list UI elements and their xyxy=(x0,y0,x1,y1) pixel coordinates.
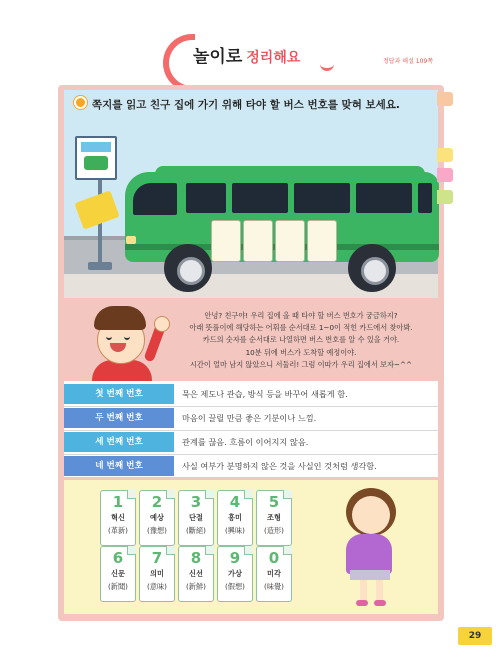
card-word: 신선 xyxy=(189,569,203,578)
bus-window xyxy=(418,183,432,213)
message-line: 시간이 얼마 남지 않았으니 서둘러! 그럼 이따가 우리 집에서 보자~^^ xyxy=(189,359,413,369)
boy-eye xyxy=(124,333,130,340)
bus-stop-sign-band xyxy=(81,142,111,152)
header-bracket-decoration xyxy=(163,34,195,92)
side-tab xyxy=(437,168,453,182)
message-line: 10분 뒤에 버스가 도착할 예정이야. xyxy=(245,347,357,357)
section-title-sub: 정리해요 xyxy=(246,50,301,66)
card-hanja: (味覺) xyxy=(264,582,284,591)
bus-stop-base xyxy=(88,262,112,270)
girl-skirt xyxy=(350,570,390,580)
girl-body xyxy=(346,534,392,574)
boy-eye xyxy=(106,333,112,340)
instruction xyxy=(74,96,400,112)
row-definition-3: 관계를 끊음. 흐름이 이어지지 않음. xyxy=(182,437,309,447)
definition-row-2 xyxy=(64,408,438,428)
bus-number-answer-box-1[interactable] xyxy=(211,220,241,262)
word-card-0[interactable] xyxy=(256,546,292,602)
word-card-2[interactable] xyxy=(139,490,175,546)
bus-number-answer-box-4[interactable] xyxy=(307,220,337,262)
card-number: 5 xyxy=(268,493,280,511)
page-number: 29 xyxy=(458,627,492,645)
bullet-icon xyxy=(74,96,87,109)
bus-wheel-icon xyxy=(164,244,212,292)
card-hanja: (新聞) xyxy=(108,582,128,591)
card-hanja: (斷絕) xyxy=(186,526,206,535)
row-label-3: 세 번째 번호 xyxy=(64,432,174,452)
wheel-hub xyxy=(177,257,205,285)
message-line: 아래 뜻풀이에 해당하는 어휘를 순서대로 1~0이 적힌 카드에서 찾아봐. xyxy=(189,323,413,333)
definition-row-1 xyxy=(64,384,438,404)
wheel-hub xyxy=(361,257,389,285)
card-number: 4 xyxy=(229,493,241,511)
section-title xyxy=(193,42,300,67)
boy-hand xyxy=(154,316,170,332)
instruction-text: 쪽지를 읽고 친구 집에 가기 위해 타야 할 버스 번호를 맞혀 보세요. xyxy=(92,99,400,111)
card-word: 단절 xyxy=(189,513,203,522)
word-card-6[interactable] xyxy=(100,546,136,602)
bus-window xyxy=(232,183,288,213)
row-divider xyxy=(64,430,438,431)
card-number: 0 xyxy=(268,549,280,567)
bus-number-answer-box-3[interactable] xyxy=(275,220,305,262)
row-divider xyxy=(64,406,438,407)
bus-headlight xyxy=(126,236,136,244)
card-number: 7 xyxy=(151,549,163,567)
bus-window xyxy=(294,183,350,213)
side-tab xyxy=(437,190,453,204)
answer-reference: 정답과 해설 109쪽 xyxy=(383,58,434,65)
girl-leg xyxy=(376,580,383,602)
word-card-1[interactable] xyxy=(100,490,136,546)
section-title-main: 놀이로 xyxy=(193,47,243,67)
message-line: 안녕? 친구야! 우리 집에 올 때 타야 할 버스 번호가 궁금하지? xyxy=(204,311,398,320)
row-label-2: 두 번째 번호 xyxy=(64,408,174,428)
definition-row-3 xyxy=(64,432,438,452)
card-word: 조형 xyxy=(267,513,281,522)
card-hanja: (意味) xyxy=(147,582,167,591)
card-number: 2 xyxy=(151,493,163,511)
card-hanja: (新鮮) xyxy=(186,582,206,591)
bus-number-answer-box-2[interactable] xyxy=(243,220,273,262)
card-number: 9 xyxy=(229,549,241,567)
side-tab xyxy=(437,148,453,162)
word-card-3[interactable] xyxy=(178,490,214,546)
bus-window xyxy=(356,183,412,213)
small-bus-icon xyxy=(84,156,108,170)
word-card-8[interactable] xyxy=(178,546,214,602)
card-hanja: (造形) xyxy=(264,526,284,535)
word-card-7[interactable] xyxy=(139,546,175,602)
row-label-4: 네 번째 번호 xyxy=(64,456,174,476)
side-tab xyxy=(437,92,453,106)
card-hanja: (豫想) xyxy=(147,526,167,535)
title-underline-decoration xyxy=(320,56,334,71)
word-card-4[interactable] xyxy=(217,490,253,546)
card-word: 혁신 xyxy=(111,513,125,522)
bus-window xyxy=(186,183,226,213)
girl-leg xyxy=(360,580,367,602)
boy-hair xyxy=(94,306,146,330)
card-hanja: (假想) xyxy=(225,582,245,591)
message-line: 카드의 숫자를 순서대로 나열하면 버스 번호를 알 수 있을 거야. xyxy=(202,335,400,345)
row-divider xyxy=(64,454,438,455)
bus-wheel-icon xyxy=(348,244,396,292)
card-hanja: (興味) xyxy=(225,526,245,535)
card-number: 8 xyxy=(190,549,202,567)
card-word: 가상 xyxy=(228,569,242,578)
row-definition-1: 묵은 제도나 관습, 방식 등을 바꾸어 새롭게 함. xyxy=(182,389,348,399)
card-number: 6 xyxy=(112,549,124,567)
girl-face xyxy=(352,496,390,534)
card-hanja: (革新) xyxy=(108,526,128,535)
girl-shoe xyxy=(356,600,368,606)
card-word: 예상 xyxy=(150,513,164,522)
card-word: 미각 xyxy=(267,569,281,578)
definition-row-4 xyxy=(64,456,438,476)
row-definition-2: 마음이 끌릴 만큼 좋은 기분이나 느낌. xyxy=(182,413,317,423)
word-card-9[interactable] xyxy=(217,546,253,602)
row-label-1: 첫 번째 번호 xyxy=(64,384,174,404)
bus-stop-sign-icon xyxy=(75,136,117,180)
card-word: 흥미 xyxy=(228,513,242,522)
row-definition-4: 사실 여부가 분명하지 않은 것을 사실인 것처럼 생각함. xyxy=(182,461,377,471)
girl-shoe xyxy=(374,600,386,606)
card-number: 3 xyxy=(190,493,202,511)
word-card-5[interactable] xyxy=(256,490,292,546)
card-word: 의미 xyxy=(150,569,164,578)
friend-message xyxy=(170,310,432,371)
card-number: 1 xyxy=(112,493,124,511)
bus-windshield xyxy=(133,183,177,215)
card-word: 신문 xyxy=(111,569,125,578)
